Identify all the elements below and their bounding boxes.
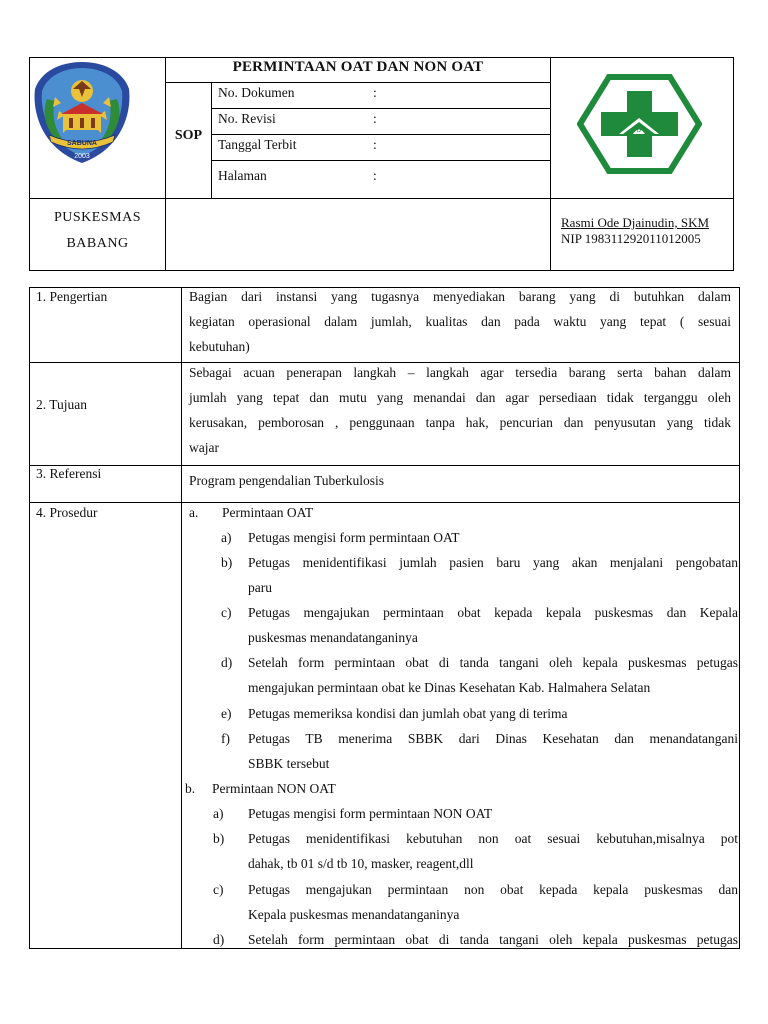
step-text: Petugas mengajukan permintaan obat kepada kepala puskesmas dan Kepala <box>248 605 738 620</box>
step-marker: c) <box>213 882 224 897</box>
puskesmas-cross-logo-icon <box>577 74 702 174</box>
pengertian-line-3: kebutuhan) <box>189 339 250 354</box>
group-title-permintaan-oat: Permintaan OAT <box>222 505 314 520</box>
document-title: PERMINTAAN OAT DAN NON OAT <box>232 59 484 75</box>
step-marker: f) <box>221 731 230 746</box>
step-text: puskesmas menandatanganinya <box>248 630 418 645</box>
step-text: Petugas mengisi form permintaan OAT <box>248 530 460 545</box>
step-marker: d) <box>213 932 225 947</box>
step-text: Kepala puskesmas menandatanganinya <box>248 907 460 922</box>
meta-label-dokumen: No. Dokumen <box>218 85 295 100</box>
step-text: paru <box>248 580 272 595</box>
step-text: dahak, tb 01 s/d tb 10, masker, reagent,dll <box>248 856 474 871</box>
step-marker: b) <box>221 555 233 570</box>
logo-banner-text: SABUNA <box>67 140 97 147</box>
section-label-tujuan: 2. Tujuan <box>36 397 88 412</box>
step-text: mengajukan permintaan obat ke Dinas Kesehatan Kab. Halmahera Selatan <box>248 680 651 695</box>
step-marker: a) <box>213 806 224 821</box>
step-marker: e) <box>221 706 232 721</box>
group-marker-a: a. <box>189 505 199 520</box>
step-text: Petugas menidentifikasi kebutuhan non oat sesuai kebutuhan,misalnya pot <box>248 831 738 846</box>
sop-label: SOP <box>174 128 203 143</box>
section-label-referensi: 3. Referensi <box>36 466 102 481</box>
step-marker: a) <box>221 530 232 545</box>
step-text: Petugas TB menerima SBBK dari Dinas Kesehatan dan menandatangani <box>248 731 738 746</box>
signatory-nip: NIP 198311292011012005 <box>561 231 701 246</box>
org-name-line2: BABANG <box>66 236 129 251</box>
tujuan-line-2: jumlah yang tepat dan mutu yang menandai dan agar persediaan tidak terganggu oleh <box>189 390 731 405</box>
org-name-line1: PUSKESMAS <box>54 210 141 225</box>
regency-logo <box>33 59 131 165</box>
step-text: SBBK tersebut <box>248 756 330 771</box>
meta-value-dokumen: : <box>373 85 377 100</box>
meta-value-halaman: : <box>373 168 377 183</box>
meta-value-revisi: : <box>373 111 377 126</box>
group-title-permintaan-non-oat: Permintaan NON OAT <box>212 781 336 796</box>
section-label-pengertian: 1. Pengertian <box>36 289 108 304</box>
meta-label-halaman: Halaman <box>218 168 267 183</box>
step-text: Setelah form permintaan obat di tanda tangani oleh kepala puskesmas petugas <box>248 655 738 670</box>
pengertian-line-2: kegiatan operasional dalam jumlah, kualitas dan pada waktu yang tepat ( sesuai <box>189 314 731 329</box>
step-text: Petugas memeriksa kondisi dan jumlah obat yang di terima <box>248 706 568 721</box>
svg-text:D: D <box>636 128 642 134</box>
meta-value-tanggal: : <box>373 137 377 152</box>
step-marker: c) <box>221 605 232 620</box>
step-marker: b) <box>213 831 225 846</box>
step-marker: d) <box>221 655 233 670</box>
tujuan-line-4: wajar <box>189 440 219 455</box>
referensi-text: Program pengendalian Tuberkulosis <box>189 473 384 488</box>
meta-label-revisi: No. Revisi <box>218 111 276 126</box>
signatory-name: Rasmi Ode Djainudin, SKM <box>561 215 710 230</box>
step-text: Setelah form permintaan obat di tanda tangani oleh kepala puskesmas petugas <box>248 932 738 947</box>
step-text: Petugas mengajukan permintaan non obat kepada kepala puskesmas dan <box>248 882 738 897</box>
tujuan-line-1: Sebagai acuan penerapan langkah – langkah agar tersedia barang serta bahan dalam <box>189 365 731 380</box>
step-text: Petugas menidentifikasi jumlah pasien baru yang akan menjalani pengobatan <box>248 555 738 570</box>
section-label-prosedur: 4. Prosedur <box>36 505 98 520</box>
group-marker-b: b. <box>185 781 196 796</box>
pengertian-line-1: Bagian dari instansi yang tugasnya menyediakan barang yang di butuhkan dalam <box>189 289 731 304</box>
tujuan-line-3: kerusakan, pemborosan , penggunaan tanpa hak, pencurian dan penyusutan yang tidak <box>189 415 731 430</box>
logo-year-text: 2003 <box>74 153 90 160</box>
meta-label-tanggal: Tanggal Terbit <box>218 137 297 152</box>
step-text: Petugas mengisi form permintaan NON OAT <box>248 806 493 821</box>
